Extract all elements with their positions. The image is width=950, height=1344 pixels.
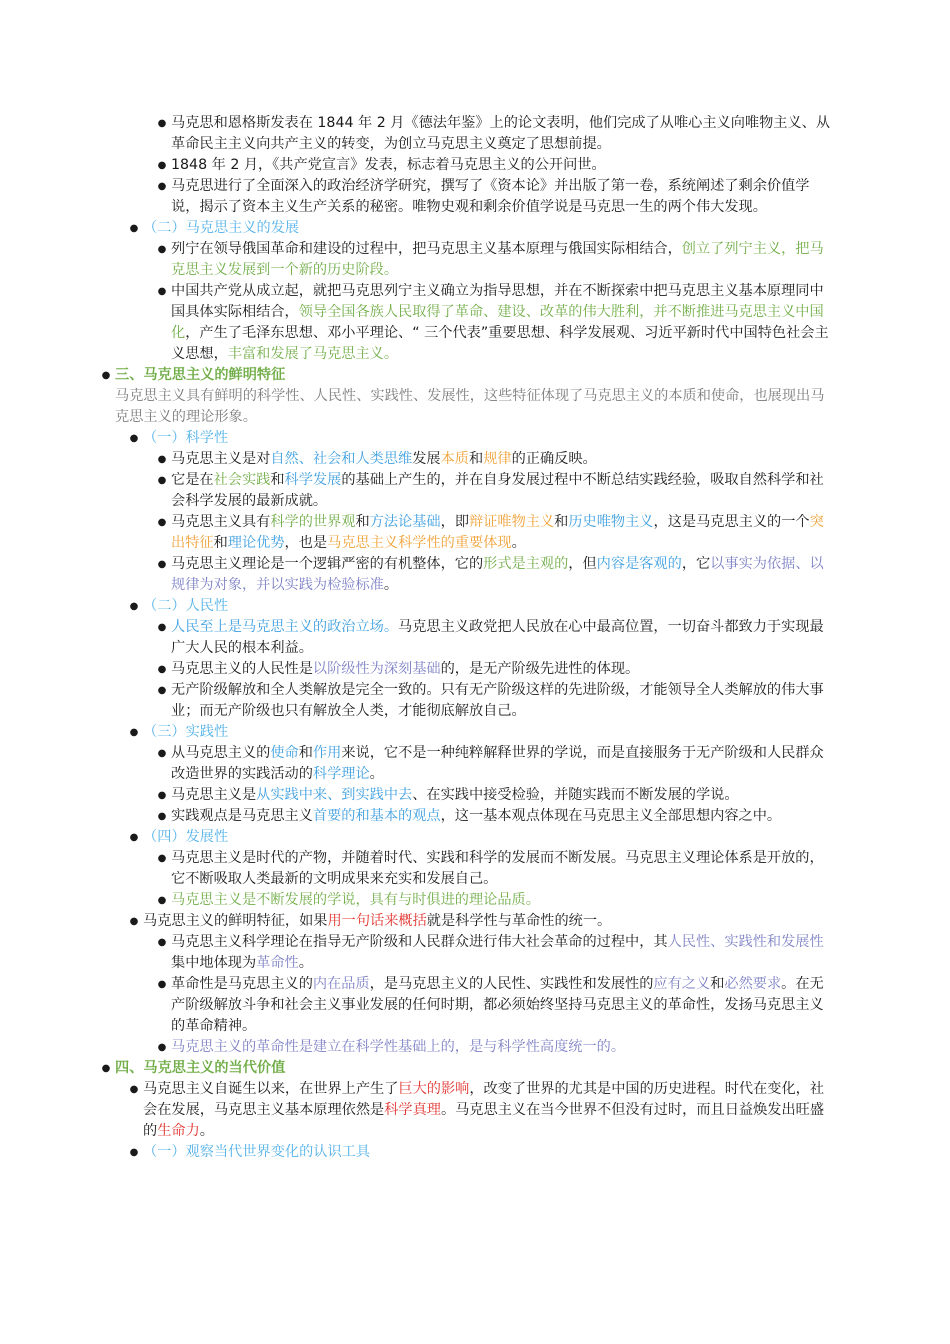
bullet-icon: ● [157,160,167,171]
text-run: 马克思和恩格斯发表在 1844 年 2 月《德法年鉴》上的论文表明，他们完成了从唯心主义向唯物主义、从革命民主主义向共产主义的转变，为创立马克思主义奠定了思想前提。 [171,115,831,152]
text-run: 马克思主义具有鲜明的科学性、人民性、实践性、发展性，这些特征体现了马克思主义的本质和使命，也展现出马克思主义的理论形象。 [115,388,825,425]
text-run: ，这一基本观点体现在马克思主义全部思想内容之中。 [440,808,782,824]
text-run: 从实践中来、到实践中去 [256,787,413,803]
text-run: 革命性是马克思主义的 [171,976,313,992]
list-item [129,1142,837,1163]
text-run: 。在无产阶级解放斗争和社会主义事业发展的任何时期，都必须始终坚持马克思主义的革命性，发扬马克思主义的革命精神。 [171,976,824,1034]
bullet-icon: ● [129,601,139,612]
bullet-icon: ● [129,727,139,738]
list-item [157,176,837,218]
text-run: 马克思主义是 [171,787,257,803]
text-run: 生命力 [157,1123,200,1139]
text-run: 规律 [483,451,512,467]
text-run: 无产阶级解放和全人类解放是完全一致的。只有无产阶级这样的先进阶级，才能领导全人类解放的伟大事业；而无产阶级也只有解放全人类，才能彻底解放自己。 [171,682,824,719]
text-run: 创立了列宁主义，把马克思主义发展到一个新的历史阶段。 [171,241,824,278]
text-run: ，但 [568,556,597,572]
bullet-icon: ● [157,937,167,948]
text-run: 中国共产党从成立起，就把马克思列宁主义确立为指导思想，并在不断探索中把马克思主义基本原理同中国具体实际相结合， [171,283,824,320]
text-run: （二）人民性 [143,598,229,614]
text-run: 使命 [270,745,299,761]
text-run: 马克思主义是不断发展的学说，具有与时俱进的理论品质。 [171,892,540,908]
bullet-icon: ● [157,811,167,822]
list-item [157,743,837,785]
text-run: 和 [355,514,370,530]
text-run: 作用 [312,745,342,761]
bullet-icon: ● [157,790,167,801]
text-run: 发展 [412,451,441,467]
intro-paragraph [115,386,837,428]
document-body [0,113,950,1163]
text-run: （一）观察当代世界变化的认识工具 [143,1144,371,1160]
text-run: 马克思主义具有 [171,514,271,530]
section-heading [101,365,837,386]
text-run: 辩证唯物主义 [469,514,555,530]
list-item [157,449,837,470]
text-run: 突出特征 [171,514,824,551]
list-item [129,428,837,449]
text-run: 本质 [440,451,469,467]
list-item [129,596,837,617]
text-run: 马克思主义科学性的重要体现 [327,535,512,551]
list-item [129,722,837,743]
text-run: 和 [554,514,569,530]
text-run: 马克思主义的鲜明特征，如果 [143,913,328,929]
text-run: 、在实践中接受检验，并随实践而不断发展的学说。 [412,787,739,803]
text-run: 集中地体现为 [171,955,257,971]
list-item [157,155,837,176]
text-run: 社会实践 [213,472,271,488]
text-run: 内容是客观的 [596,556,682,572]
text-run: 四、马克思主义的当代价值 [115,1060,286,1076]
text-run: 从马克思主义的 [171,745,271,761]
list-item [129,827,837,848]
bullet-icon: ● [157,559,167,570]
text-run: 巨大的影响 [398,1081,470,1097]
text-run: ，产生了毛泽东思想、邓小平理论、“ 三个代表”重要思想、科学发展观、习近平新时代中国特色社会主义思想， [171,325,829,362]
bullet-icon: ● [157,454,167,465]
text-run: 来说，它不是一种纯粹解释世界的学说，而是直接服务于无产阶级和人民群众改造世界的实践活动的 [171,745,824,782]
text-run: 和 [298,745,313,761]
text-run: ，改变了世界的尤其是中国的历史进程。时代在变化，社会在发展，马克思主义基本原理依然是 [143,1081,825,1118]
bullet-icon: ● [157,895,167,906]
text-run: 历史唯物主义 [568,514,654,530]
text-run: 应有之义 [653,976,711,992]
bullet-icon: ● [157,118,167,129]
text-run: 人民至上是马克思主义的政治立场。 [171,619,399,635]
list-item [157,848,837,890]
list-item [157,554,837,596]
text-run: 。 [511,535,526,551]
list-item [157,974,837,1037]
text-run: 领导全国各族人民取得了革命、建设、改革的伟大胜利，并不断推进马克思主义中国化 [171,304,824,341]
text-run: 首要的和基本的观点 [312,808,441,824]
list-item [157,239,837,281]
bullet-icon: ● [157,286,167,297]
list-item [157,281,837,365]
list-item [157,659,837,680]
bullet-icon: ● [157,517,167,528]
text-run: 以事实为依据、以规律为对象，并以实践为检验标准 [171,556,824,593]
list-item [157,113,837,155]
text-run: 和 [270,472,285,488]
list-item [157,512,837,554]
bullet-icon: ● [157,1042,167,1053]
text-run: 丰富和发展了马克思主义。 [227,346,399,362]
text-run: 和 [710,976,725,992]
bullet-icon: ● [157,685,167,696]
text-run: 。 [199,1123,214,1139]
section-heading [101,1058,837,1079]
text-run: 的，是无产阶级先进性的体现。 [440,661,640,677]
text-run: （四）发展性 [143,829,229,845]
text-run: 马克思主义政党把人民放在心中最高位置，一切奋斗都致力于实现最广大人民的根本利益。 [171,619,824,656]
list-item [157,890,837,911]
bullet-icon: ● [157,664,167,675]
bullet-icon: ● [157,475,167,486]
list-item [129,218,837,239]
text-run: 马克思主义是对 [171,451,271,467]
text-run: 1848 年 2 月，《共产党宣言》发表，标志着马克思主义的公开问世。 [171,157,606,173]
bullet-icon: ● [129,832,139,843]
text-run: 理论优势 [227,535,285,551]
text-run: 自然、社会和人类思维 [270,451,413,467]
text-run: 马克思主义的革命性是建立在科学性基础上的，是与科学性高度统一的。 [171,1039,626,1055]
text-run: 以阶级性为深刻基础 [312,661,441,677]
list-item [157,617,837,659]
text-run: 实践观点是马克思主义 [171,808,313,824]
list-item [157,470,837,512]
text-run: 就是科学性与革命性的统一。 [426,913,612,929]
text-run: 和 [469,451,484,467]
text-run: 的基础上产生的，并在自身发展过程中不断总结实践经验，吸取自然科学和社会科学发展的最新成就。 [171,472,824,509]
bullet-icon: ● [101,370,111,381]
text-run: 。 [298,955,313,971]
list-item [157,1037,837,1058]
text-run: 用一句话来概括 [327,913,427,929]
bullet-icon: ● [157,622,167,633]
list-item [157,785,837,806]
bullet-icon: ● [157,979,167,990]
bullet-icon: ● [157,748,167,759]
bullet-icon: ● [157,244,167,255]
text-run: 科学发展 [284,472,342,488]
text-run: 马克思主义科学理论在指导无产阶级和人民群众进行伟大社会革命的过程中，其 [171,934,668,950]
text-run: 马克思主义自诞生以来，在世界上产生了 [143,1081,399,1097]
text-run: 。 [369,766,384,782]
text-run: 三、马克思主义的鲜明特征 [115,367,286,383]
text-run: 内在品质 [312,976,370,992]
list-item [129,1079,837,1142]
text-run: 形式是主观的 [483,556,569,572]
text-run: 科学真理 [384,1102,441,1118]
text-run: 科学理论 [312,766,370,782]
bullet-icon: ● [157,181,167,192]
text-run: 马克思进行了全面深入的政治经济学研究，撰写了《资本论》并出版了第一卷，系统阐述了剩余价值学说，揭示了资本主义生产关系的秘密。唯物史观和剩余价值学说是马克思一生的两个伟大发现。 [171,178,810,215]
bullet-icon: ● [129,1084,139,1095]
text-run: 人民性、实践性和发展性 [667,934,824,950]
text-run: 方法论基础 [369,514,441,530]
text-run: ，即 [440,514,470,530]
text-run: ，是马克思主义的人民性、实践性和发展性的 [369,976,654,992]
bullet-icon: ● [129,916,139,927]
text-run: 革命性 [256,955,299,971]
list-item [157,680,837,722]
list-item [129,911,837,932]
text-run: ，它 [681,556,711,572]
list-item [157,806,837,827]
text-run: ，也是 [284,535,328,551]
text-run: 马克思主义的人民性是 [171,661,313,677]
text-run: 。 [383,577,399,593]
list-item [157,932,837,974]
text-run: （一）科学性 [143,430,229,446]
text-run: 马克思主义理论是一个逻辑严密的有机整体，它的 [171,556,484,572]
text-run: 科学的世界观 [270,514,356,530]
bullet-icon: ● [101,1063,111,1074]
bullet-icon: ● [129,433,139,444]
text-run: 必然要求 [724,976,782,992]
text-run: 的正确反映。 [511,451,597,467]
bullet-icon: ● [157,853,167,864]
text-run: （二）马克思主义的发展 [143,220,300,236]
text-run: 马克思主义是时代的产物，并随着时代、实践和科学的发展而不断发展。马克思主义理论体系是开放的，它不断吸取人类最新的文明成果来充实和发展自己。 [171,850,824,887]
bullet-icon: ● [129,1147,139,1158]
text-run: 列宁在领导俄国革命和建设的过程中，把马克思主义基本原理与俄国实际相结合， [171,241,682,257]
text-run: 它是在 [171,472,214,488]
text-run: 。马克思主义在当今世界不但没有过时，而且日益焕发出旺盛的 [143,1102,825,1139]
text-run: （三）实践性 [143,724,229,740]
text-run: 和 [213,535,228,551]
bullet-icon: ● [129,223,139,234]
text-run: ，这是马克思主义的一个 [653,514,810,530]
